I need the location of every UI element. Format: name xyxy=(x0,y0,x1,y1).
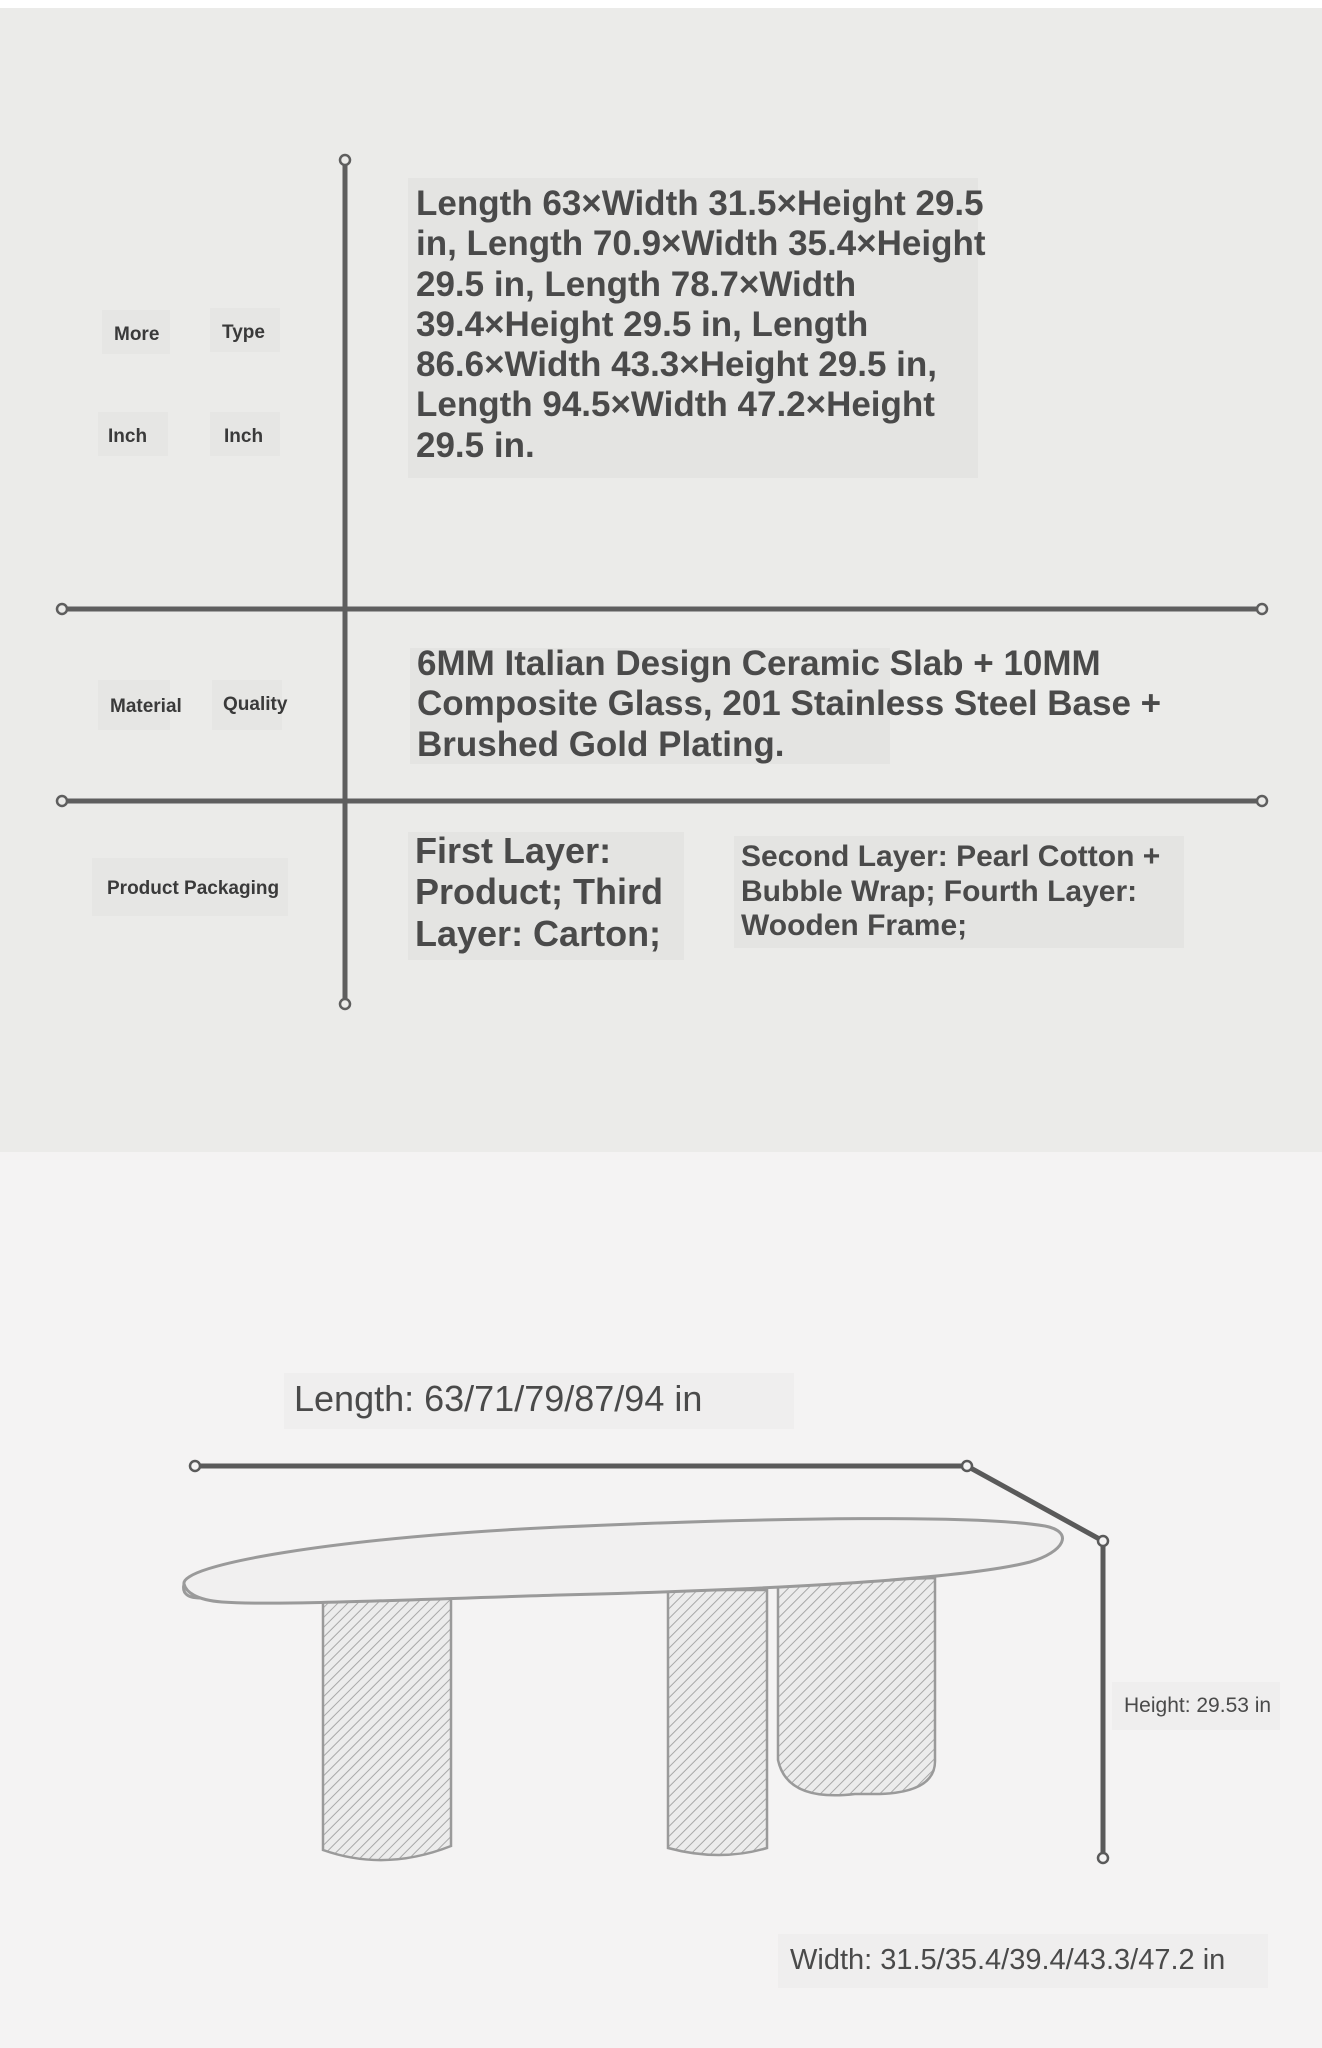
more-label: More xyxy=(114,324,160,345)
inch-label: Inch xyxy=(108,426,148,447)
table-leg xyxy=(668,1590,767,1855)
length-label: Length: 63/71/79/87/94 in xyxy=(294,1378,703,1419)
packaging-value-first-third: First Layer: Product; Third Layer: Carton; xyxy=(415,830,663,954)
packaging-value-second-fourth: Second Layer: Pearl Cotton + Bubble Wrap; Fourth Layer: Wooden Frame; xyxy=(741,840,1161,942)
height-label: Height: 29.53 in xyxy=(1124,1694,1272,1717)
type-value: Length 63×Width 31.5×Height 29.5 in, Length 70.9×Width 35.4×Height 29.5 in, Length 78.7×Width 39.4×Height 29.5 in, Length 86.6×Width 43.3×Height 29.5 in, Length 94.5×Width 47.2×Height 29.5 in. xyxy=(416,184,986,465)
dimension-corner-dot xyxy=(1098,1536,1108,1546)
inch-unit-label: Inch xyxy=(224,426,264,447)
dimension-end-dot xyxy=(1098,1853,1108,1863)
material-label: Material xyxy=(110,696,182,717)
dimension-corner-dot xyxy=(962,1461,972,1471)
type-label: Type xyxy=(222,322,265,343)
dimension-end-dot xyxy=(190,1461,200,1471)
quality-label: Quality xyxy=(223,694,288,715)
table-leg xyxy=(323,1598,451,1860)
table-leg xyxy=(778,1578,935,1795)
width-label: Width: 31.5/35.4/39.4/43.3/47.2 in xyxy=(790,1944,1226,1976)
material-value: 6MM Italian Design Ceramic Slab + 10MM Composite Glass, 201 Stainless Steel Base + Brushed Gold Plating. xyxy=(417,644,1162,764)
product-packaging-label: Product Packaging xyxy=(107,878,280,899)
